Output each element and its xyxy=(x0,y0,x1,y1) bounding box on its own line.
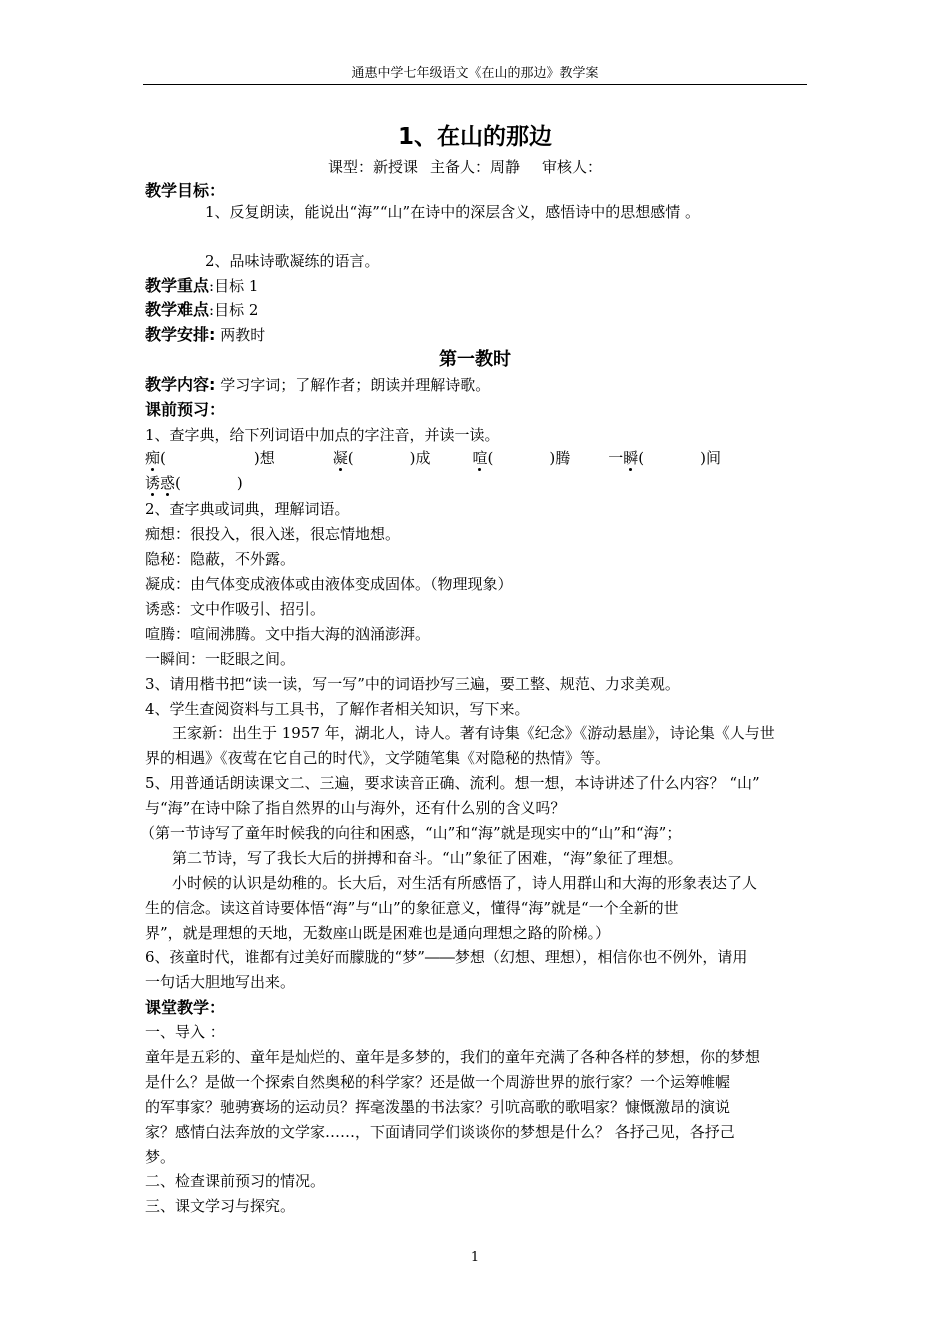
lesson-content xyxy=(145,375,490,395)
answer-5: 第二节诗，写了我长大后的拼搏和奋斗。“山”象征了困难，“海”象征了理想。 xyxy=(172,849,683,867)
paren-open: ( xyxy=(160,449,166,467)
content-value: 学习字词；了解作者；朗读并理解诗歌。 xyxy=(220,376,491,394)
definition: 隐秘：隐蔽，不外露。 xyxy=(145,550,296,568)
arrangement-value: 两教时 xyxy=(220,326,266,344)
paren-open: ( xyxy=(175,474,181,492)
classroom-heading: 课堂教学： xyxy=(145,998,226,1017)
meta-line xyxy=(0,157,950,177)
paren-open: ( xyxy=(487,449,494,467)
page-title: 1、在山的那边 xyxy=(397,124,552,150)
word-suffix: )成 xyxy=(409,449,431,467)
objective-2: 2、品味诗歌凝练的语言。 xyxy=(205,252,380,270)
answer-5: 界”，就是理想的天地，无数座山既是困难也是通向理想之路的阶梯。） xyxy=(145,924,611,942)
key-point-value: :目标 1 xyxy=(209,277,259,295)
paren-open: ( xyxy=(347,449,354,467)
word-prefix: 一 xyxy=(608,449,624,467)
word-suffix: )想 xyxy=(253,449,275,467)
page-number: 1 xyxy=(470,1250,480,1265)
paren-open: ( xyxy=(638,449,645,467)
course-type: 课型：新授课 xyxy=(327,158,418,176)
definition: 喧腾：喧闹沸腾。文中指大海的汹涌澎湃。 xyxy=(145,625,431,643)
pinyin-row xyxy=(145,448,721,468)
difficulty xyxy=(145,300,258,320)
preview-q2: 2、查字典或词典，理解词语。 xyxy=(145,500,350,518)
preview-heading: 课前预习： xyxy=(145,400,226,419)
arrangement xyxy=(145,325,265,345)
answer-5: 小时候的认识是幼稚的。长大后，对生活有所感悟了，诗人用群山和大海的形象表达了人 xyxy=(172,874,758,892)
dotted-char: 喧 xyxy=(472,449,488,467)
preview-q6: 一句话大胆地写出来。 xyxy=(145,973,296,991)
difficulty-value: :目标 2 xyxy=(209,301,259,319)
intro-paragraph: 家？感情白法奔放的文学家……，下面请同学们谈谈你的梦想是什么？ 各抒己见，各抒己 xyxy=(145,1123,735,1141)
arrangement-label: 教学安排: xyxy=(145,325,216,344)
lesson-one-title: 第一教时 xyxy=(439,349,511,370)
reviewer: 审核人： xyxy=(542,158,603,176)
pinyin-row-2 xyxy=(145,473,243,493)
intro-heading: 一、导入 ： xyxy=(145,1023,225,1041)
preview-q3: 3、请用楷书把“读一读，写一写”中的词语抄写三遍，要工整、规范、力求美观。 xyxy=(145,675,680,693)
section-2: 二、检查课前预习的情况。 xyxy=(145,1172,326,1190)
key-point xyxy=(145,276,258,296)
key-point-label: 教学重点 xyxy=(145,276,210,295)
dotted-char: 惑 xyxy=(160,474,176,492)
author-info: 王家新：出生于 1957 年，湖北人，诗人。著有诗集《纪念》《游动悬崖》，诗论集《人与世 xyxy=(172,724,775,742)
header-rule xyxy=(143,84,807,85)
paren-close: ) xyxy=(236,474,243,492)
definition: 痴想：很投入，很入迷，很忘情地想。 xyxy=(145,525,401,543)
preview-q5: 与“海”在诗中除了指自然界的山与海外，还有什么别的含义吗？ xyxy=(145,799,566,817)
section-3: 三、课文学习与探究。 xyxy=(145,1197,296,1215)
objective-1: 1、反复朗读，能说出“海”“山”在诗中的深层含义，感悟诗中的思想感情 。 xyxy=(205,203,700,221)
definition: 凝成：由气体变成液体或由液体变成固体。（物理现象） xyxy=(145,575,513,593)
intro-paragraph: 是什么？是做一个探索自然奥秘的科学家？还是做一个周游世界的旅行家？一个运筹帷幄 xyxy=(145,1073,731,1091)
word-suffix: )间 xyxy=(700,449,721,467)
objectives-heading: 教学目标： xyxy=(145,181,226,200)
dotted-char: 痴 xyxy=(145,449,161,467)
preview-q6: 6、孩童时代，谁都有过美好而朦胧的“梦”――梦想（幻想、理想），相信你也不例外，请用 xyxy=(145,948,748,966)
dotted-char: 凝 xyxy=(332,449,348,467)
dotted-char: 诱 xyxy=(145,474,161,492)
content-label: 教学内容: xyxy=(145,375,216,394)
preview-q5: 5、用普通话朗读课文二、三遍，要求读音正确、流利。想一想，本诗讲述了什么内容？ “山” xyxy=(145,774,760,792)
preview-q1: 1、查字典，给下列词语中加点的字注音，并读一读。 xyxy=(145,426,500,444)
intro-paragraph: 童年是五彩的、童年是灿烂的、童年是多梦的，我们的童年充满了各种各样的梦想，你的梦想 xyxy=(145,1048,761,1066)
answer-5: （第一节诗写了童年时候我的向往和困惑，“山”和“海”就是现实中的“山”和“海”； xyxy=(140,824,682,842)
page-header: 通惠中学七年级语文《在山的那边》教学案 xyxy=(351,66,599,81)
intro-paragraph: 的军事家？驰骋赛场的运动员？挥毫泼墨的书法家？引吭高歌的歌唱家？慷慨激昂的演说 xyxy=(145,1098,731,1116)
answer-5: 生的信念。读这首诗要体悟“海”与“山”的象征意义，懂得“海”就是“一个全新的世 xyxy=(145,899,679,917)
preview-q4: 4、学生查阅资料与工具书，了解作者相关知识，写下来。 xyxy=(145,700,530,718)
definition: 诱惑：文中作吸引、招引。 xyxy=(145,600,326,618)
word-suffix: )腾 xyxy=(549,449,571,467)
author-info: 界的相遇》《夜莺在它自己的时代》，文学随笔集《对隐秘的热情》等。 xyxy=(145,749,611,767)
dotted-char: 瞬 xyxy=(623,449,639,467)
difficulty-label: 教学难点 xyxy=(145,300,210,319)
preparer: 主备人：周静 xyxy=(429,158,520,176)
definition: 一瞬间：一眨眼之间。 xyxy=(145,650,296,668)
intro-paragraph: 梦。 xyxy=(145,1148,176,1166)
